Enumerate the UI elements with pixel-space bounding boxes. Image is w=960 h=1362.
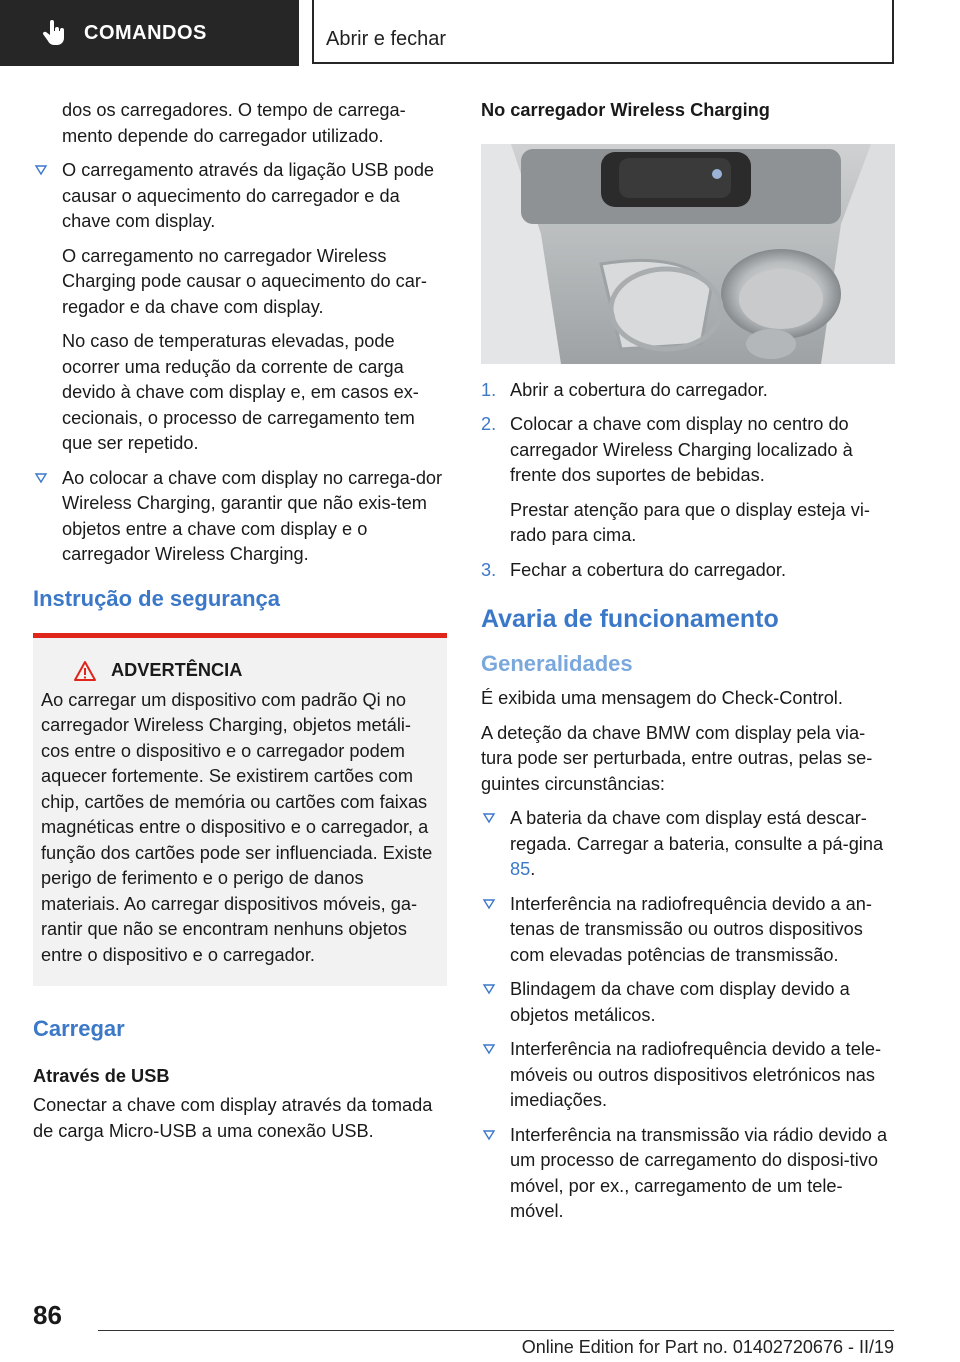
right-column	[481, 98, 895, 1234]
page-number: 86	[33, 1300, 62, 1330]
footer-divider	[98, 1330, 894, 1331]
wireless-heading: No carregador Wireless Charging	[481, 100, 770, 120]
usb-paragraph: Conectar a chave com display através da tomada de carga Micro-USB a uma conexão USB.	[33, 1095, 433, 1141]
warning-box	[33, 633, 447, 986]
safety-heading: Instrução de segurança	[33, 585, 280, 611]
list-item: Interferência na radiofrequência devido a an-tenas de transmissão ou outros dispositivos com elevadas potências de transmissão.	[481, 892, 895, 969]
list-item: O carregamento através da ligação USB pode causar o aquecimento do carregador e da chave com display.	[33, 158, 447, 235]
triangle-bullet-icon	[481, 896, 497, 912]
hand-pointer-icon	[42, 20, 66, 46]
list-item-note: O carregamento no carregador Wireless Charging pode causar o aquecimento do car-regador e da chave com display.	[62, 245, 427, 317]
footer-edition: Online Edition for Part no. 01402720676 - II/19	[521, 1337, 894, 1357]
section-header	[312, 0, 894, 64]
left-column	[33, 98, 447, 1153]
warning-text: Ao carregar um dispositivo com padrão Qi no carregador Wireless Charging, objetos metáli-cos entre o dispositivo e o carregador podem aquecer fortemente. Se existirem cartões com chip, cartões de memória ou cartões com faixas magnéticas entre o dispositivo e o carregador, a função dos cartões pode ser influenciada. Existe perigo de ferimento e o perigo de danos materiais. Ao carregar dispositivos móveis, ga-rantir que não se encontram nenhuns objetos entre o dispositivo e o carregador.	[41, 689, 433, 965]
section-title: Abrir e fechar	[326, 28, 447, 50]
triangle-bullet-icon	[481, 810, 497, 826]
malfunction-heading: Avaria de funcionamento	[481, 605, 779, 633]
intro-paragraph: dos os carregadores. O tempo de carrega-mento depende do carregador utilizado.	[62, 100, 406, 146]
chapter-tab	[0, 0, 299, 66]
triangle-bullet-icon	[481, 1041, 497, 1057]
triangle-bullet-icon	[33, 162, 49, 178]
list-item: Blindagem da chave com display devido a objetos metálicos.	[481, 977, 895, 1028]
step-item: 1. Abrir a cobertura do carregador.	[481, 379, 768, 400]
usb-heading: Através de USB	[33, 1065, 170, 1086]
list-item: Interferência na transmissão via rádio devido a um processo de carregamento do disposi-tivo móvel, por ex., carregamento de um tele-móvel.	[481, 1123, 895, 1225]
triangle-bullet-icon	[481, 981, 497, 997]
step-item: 2. Colocar a chave com display no centro do carregador Wireless Charging localizado à frente dos suportes de bebidas.	[481, 414, 853, 485]
triangle-bullet-icon	[33, 470, 49, 486]
list-item: Ao colocar a chave com display no carrega-dor Wireless Charging, garantir que não exis-tem objetos entre a chave com display e o carregador Wireless Charging.	[33, 466, 447, 568]
step-note: Prestar atenção para que o display esteja vi-rado para cima.	[510, 499, 870, 545]
list-item: A bateria da chave com display está descar-regada. Carregar a bateria, consulte a pá-gina 85.	[481, 806, 895, 883]
wireless-charger-photo	[481, 144, 895, 364]
list-item: Interferência na radiofrequência devido a tele-móveis ou outros dispositivos eletrónicos nas imediações.	[481, 1037, 895, 1114]
step-item: 3. Fechar a cobertura do carregador.	[481, 559, 786, 580]
chapter-label: COMANDOS	[84, 21, 207, 44]
warning-triangle-icon	[73, 660, 97, 682]
triangle-bullet-icon	[481, 1127, 497, 1143]
page-link[interactable]: 85	[510, 859, 531, 879]
list-item-note: No caso de temperaturas elevadas, pode ocorrer uma redução da corrente de carga devido à chave com display e, em casos ex-cecionais, o processo de carregamento tem que ser repetido.	[62, 331, 419, 453]
general-paragraph: A deteção da chave BMW com display pela via-tura pode ser perturbada, entre outras, pelas se-guintes circunstâncias:	[481, 722, 873, 794]
charge-heading: Carregar	[33, 1016, 125, 1041]
warning-title: ADVERTÊNCIA	[41, 658, 439, 684]
general-heading: Generalidades	[481, 650, 633, 676]
general-paragraph: É exibida uma mensagem do Check-Control.	[481, 688, 843, 708]
